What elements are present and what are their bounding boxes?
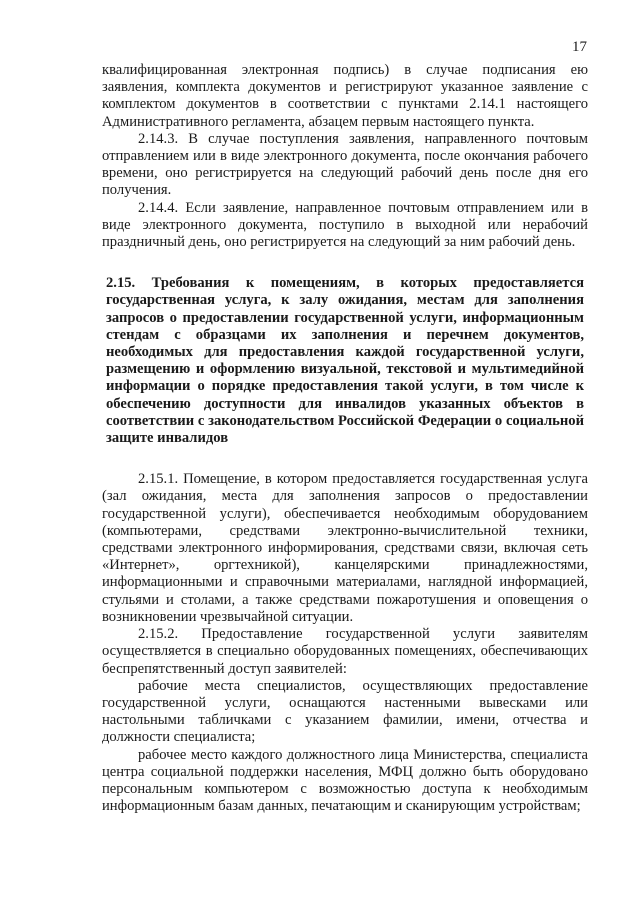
document-body	[102, 62, 588, 815]
paragraph-workplaces-signage: рабочие места специалистов, осуществляющих предоставление государственной услуги, оснащаются настенными вывесками или настольными табличками с указанием фамилии, имени, отчества и должности специалиста;	[102, 677, 588, 746]
section-heading-2-15: 2.15. Требования к помещениям, в которых предоставляется государственная услуга, к залу ожидания, местам для заполнения запросов о предоставлении государственной услуги, информационным стендам с образцами их заполнения и перечнем документов, необходимых для предоставления каждой государственной услуги, размещению и оформлению визуальной, текстовой и мультимедийной информации о порядке предоставления такой услуги, в том числе к обеспечению доступности для инвалидов указанных объектов в соответствии с законодательством Российской Федерации о социальной защите инвалидов	[106, 275, 584, 447]
paragraph-2-15-1: 2.15.1. Помещение, в котором предоставляется государственная услуга (зал ожидания, места для заполнения запросов о предоставлении государственной услуги), обеспечивается необходимым оборудованием (компьютерами, средствами электронно-вычислительной техники, средствами электронного информирования, средствами связи, включая сеть «Интернет», оргтехникой), канцелярскими принадлежностями, информационными и справочными материалами, наглядной информацией, стульями и столами, а также средствами пожаротушения и оповещения о возникновении чрезвычайной ситуации.	[102, 471, 588, 625]
page-number: 17	[572, 39, 587, 55]
paragraph-2-14-3: 2.14.3. В случае поступления заявления, направленного почтовым отправлением или в виде электронного документа, после окончания рабочего времени, оно регистрируется на следующий рабочий день после дня его получения.	[102, 130, 588, 199]
paragraph-2-15-2: 2.15.2. Предоставление государственной услуги заявителям осуществляется в специально оборудованных помещениях, обеспечивающих беспрепятственный доступ заявителей:	[102, 626, 588, 677]
paragraph-2-14-4: 2.14.4. Если заявление, направленное почтовым отправлением или в виде электронного документа, поступило в выходной или нерабочий праздничный день, оно регистрируется на следующий за ним рабочий день.	[102, 199, 588, 251]
spacer	[102, 251, 588, 275]
paragraph-continuation: квалифицированная электронная подпись) в случае подписания ею заявления, комплекта документов и регистрируют указанное заявление с комплектом документов в соответствии с пунктами 2.14.1 настоящего Административного регламента, абзацем первым настоящего пункта.	[102, 62, 588, 130]
paragraph-workplace-equipment: рабочее место каждого должностного лица Министерства, специалиста центра социальной поддержки населения, МФЦ должно быть оборудовано персональным компьютером с возможностью доступа к необходимым информационным базам данных, печатающим и сканирующим устройствам;	[102, 746, 588, 815]
spacer	[102, 447, 588, 471]
